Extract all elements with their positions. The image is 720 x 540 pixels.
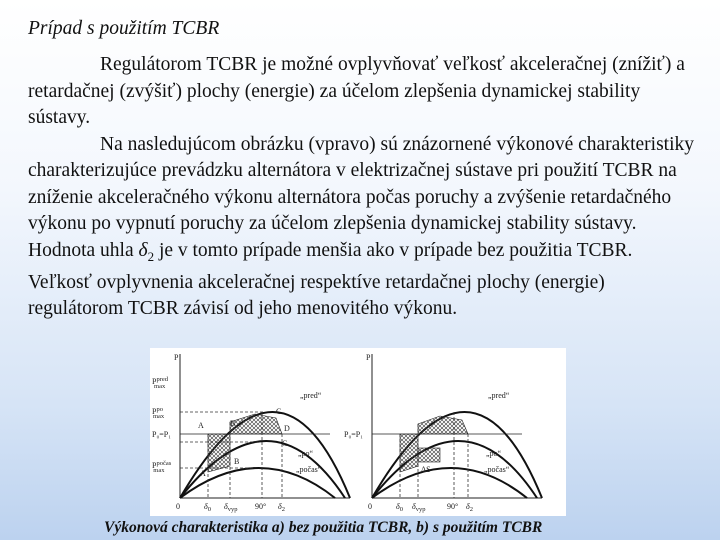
- right-xtick-deltavyp: $\delta_{vyp}$: [412, 502, 426, 513]
- figure-caption: Výkonová charakteristika a) bez použitia TCBR, b) s použitím TCBR: [104, 519, 543, 536]
- right-panel: [344, 353, 542, 513]
- left-xtick-0: 0: [176, 502, 180, 511]
- slide-body: [28, 52, 696, 323]
- right-xtick-90: 90°: [447, 502, 459, 511]
- right-curve-po: [372, 441, 537, 498]
- left-xtick-delta0: $\delta_0$: [204, 502, 211, 513]
- paragraph-2-after: je v tomto prípade menšia ako v prípade bez použitia TCBR. Veľkosť ovplyvnenia akceleračnej respektíve retardačnej plochy (energie) regulátorom TCBR závisí od jeho menovitého výkonu.: [28, 239, 633, 320]
- left-label-pocas: „počas“: [296, 465, 322, 474]
- right-xtick-delta0: $\delta_0$: [396, 502, 403, 513]
- figure-svg: [150, 348, 566, 516]
- left-xtick-deltavyp: $\delta_{vyp}$: [224, 502, 238, 513]
- right-y-axis-label: P: [366, 353, 371, 362]
- left-point-A1: A: [198, 421, 204, 430]
- left-panel: [152, 353, 350, 513]
- right-xtick-delta2: $\delta_2$: [466, 502, 473, 513]
- right-label-po: „po“: [486, 449, 502, 458]
- left-ytick-4: $P^{počas}$ max: [152, 460, 172, 474]
- left-ytick-2: $P^{po}$ max: [152, 406, 165, 420]
- right-ytick-1: P₀=P₁: [344, 430, 363, 439]
- delta-subscript: 2: [147, 248, 155, 264]
- left-ytick-1: $P^{pred}$ max: [152, 376, 169, 390]
- right-delta-s-area: [418, 448, 440, 462]
- delta-symbol: δ: [138, 239, 148, 261]
- left-label-pred: „pred“: [300, 391, 322, 400]
- right-label-pocas: „počas“: [484, 465, 510, 474]
- left-point-C1: C: [276, 407, 282, 416]
- left-acceleration-area: [208, 434, 230, 472]
- right-deceleration-area: [418, 416, 468, 434]
- power-characteristics-figure: [150, 348, 566, 516]
- left-point-D: D: [284, 424, 290, 433]
- right-xtick-0: 0: [368, 502, 372, 511]
- left-label-po: „po“: [298, 449, 314, 458]
- paragraph-1: Regulátorom TCBR je možné ovplyvňovať veľkosť akceleračnej (znížiť) a retardačnej (zvýšiť) plochy (energie) za účelom zlepšenia dynamickej stability sústavy.: [28, 54, 685, 128]
- left-point-B1: B: [230, 419, 236, 428]
- left-deceleration-area: [230, 414, 282, 434]
- right-delta-s-label: ΔS: [421, 465, 431, 474]
- left-point-A2: A: [200, 469, 206, 478]
- right-acceleration-area: [400, 434, 418, 472]
- paragraph-2-before: Na nasledujúcom obrázku (vpravo) sú znázornené výkonové charakteristiky charakterizujúce prevádzku alternátora v elektrizačnej sústave pri použití TCBR na zníženie akceleračného výkonu alternátora počas poruchy a zvýšenie retardačného výkonu po vypnutí poruchy za účelom zlepšenia dynamickej stability sústavy. Hodnota uhla: [28, 133, 694, 261]
- right-label-pred: „pred“: [488, 391, 510, 400]
- left-point-C2: C: [282, 439, 288, 448]
- left-ytick-3: P₀=P₁: [152, 430, 171, 439]
- left-xtick-90: 90°: [255, 502, 267, 511]
- paragraph-2: [28, 132, 696, 323]
- left-xtick-delta2: $\delta_2$: [278, 502, 285, 513]
- left-y-axis-label: P: [174, 353, 179, 362]
- left-point-B2: B: [234, 457, 240, 466]
- slide-title: Prípad s použitím TCBR: [28, 18, 220, 39]
